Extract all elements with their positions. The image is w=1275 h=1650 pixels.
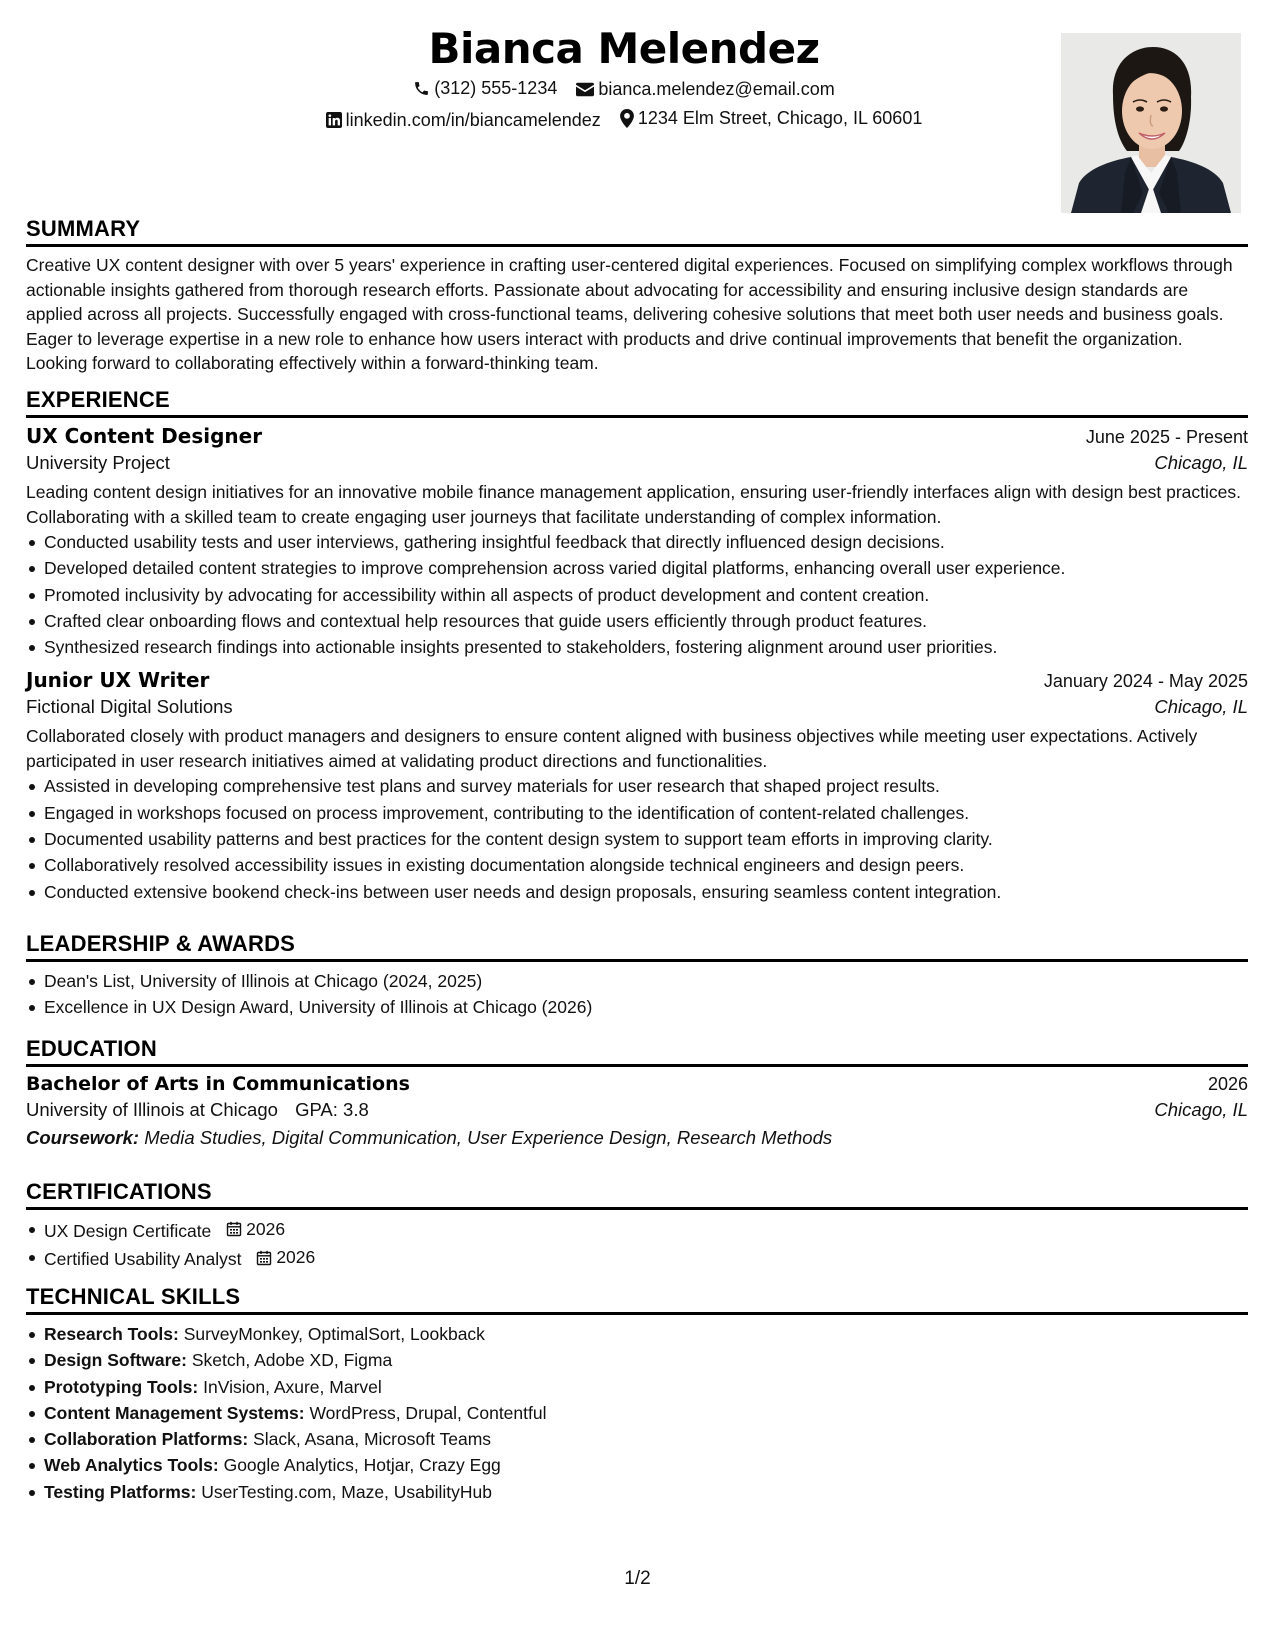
skill-value: Sketch, Adobe XD, Figma: [191, 1350, 393, 1371]
list-item: Dean's List, University of Illinois at Chicago (2024, 2025): [26, 968, 1248, 994]
list-item: Documented usability patterns and best practices for the content design system to support team efforts in improving clarity.: [26, 826, 1248, 852]
list-item: Assisted in developing comprehensive test plans and survey materials for user research that shaped project results.: [26, 773, 1248, 799]
skill-label: Testing Platforms:: [44, 1481, 197, 1502]
coursework-text: Media Studies, Digital Communication, User Experience Design, Research Methods: [144, 1127, 833, 1148]
summary-section: [26, 216, 1248, 376]
email-text[interactable]: bianca.melendez@email.com: [598, 79, 835, 99]
experience-section: [26, 387, 1248, 905]
skills-section: [26, 1284, 1248, 1505]
section-title: EXPERIENCE: [26, 387, 1248, 418]
contact-row-secondary: [26, 108, 1222, 133]
job-entry: [26, 424, 1248, 660]
list-item: [26, 1244, 1248, 1272]
skills-list: [26, 1321, 1248, 1505]
list-item: [26, 1452, 1248, 1478]
contact-address: [620, 108, 923, 129]
phone-text: (312) 555-1234: [434, 78, 558, 98]
job-title: UX Content Designer: [26, 424, 263, 448]
list-item: [26, 1400, 1248, 1426]
list-item: Crafted clear onboarding flows and contextual help resources that guide users efficiently through product features.: [26, 608, 1248, 634]
resume-header: [26, 20, 1222, 220]
list-item: [26, 1321, 1248, 1347]
linkedin-text[interactable]: linkedin.com/in/biancamelendez: [345, 109, 601, 130]
cert-date: [256, 1244, 315, 1270]
job-bullets: [26, 529, 1248, 660]
leadership-section: [26, 931, 1248, 1021]
list-item: Synthesized research findings into actionable insights presented to stakeholders, fostering alignment around user priorities.: [26, 634, 1248, 660]
coursework-label: Coursework:: [26, 1127, 140, 1148]
skill-value: SurveyMonkey, OptimalSort, Lookback: [183, 1324, 485, 1344]
map-pin-icon: [620, 109, 634, 128]
certifications-list: [26, 1216, 1248, 1273]
gpa: GPA: 3.8: [295, 1099, 369, 1120]
cert-date: [226, 1216, 285, 1242]
skill-label: Research Tools:: [44, 1324, 179, 1344]
school-name: University of Illinois at Chicago: [26, 1099, 278, 1120]
profile-photo: [1061, 33, 1241, 213]
list-item: Promoted inclusivity by advocating for accessibility within all aspects of product development and content creation.: [26, 582, 1248, 608]
skill-label: Prototyping Tools:: [44, 1376, 199, 1397]
contact-row-primary: [26, 78, 1222, 102]
candidate-name: Bianca Melendez: [428, 24, 820, 73]
education-section: [26, 1036, 1248, 1149]
coursework: [26, 1127, 1248, 1149]
summary-text: Creative UX content designer with over 5 years' experience in crafting user-centered digital experiences. Focused on simplifying complex workflows through actionable insights gathered from thorough research efforts. Passionate about advocating for accessibility and ensuring inclusive design standards are applied across all projects. Successfully engaged with cross-functional teams, delivering cohesive solutions that meet both user needs and business goals. Eager to leverage expertise in a new role to enhance how users interact with products and drive continual improvements that benefit the organization. Looking forward to collaborating effectively within a forward-thinking team.: [26, 255, 1233, 373]
job-location: Chicago, IL: [1154, 452, 1248, 473]
page-number: 1/2: [624, 1568, 651, 1589]
list-item: Conducted extensive bookend check-ins between user needs and design proposals, ensuring seamless content integration.: [26, 879, 1248, 905]
job-description: Leading content design initiatives for an innovative mobile finance management application, ensuring user-friendly interfaces align with design best practices. Collaborating with a skilled team to create engaging user journeys that facilitate understanding of complex information.: [26, 482, 1242, 527]
job-bullets: [26, 773, 1248, 904]
skill-value: Slack, Asana, Microsoft Teams: [253, 1429, 492, 1450]
job-entry: [26, 668, 1248, 904]
skill-label: Content Management Systems:: [44, 1402, 305, 1423]
list-item: Excellence in UX Design Award, University of Illinois at Chicago (2026): [26, 994, 1248, 1020]
certifications-section: [26, 1179, 1248, 1273]
cert-name: Certified Usability Analyst: [44, 1249, 242, 1270]
phone-icon: [413, 80, 430, 97]
list-item: [26, 1479, 1248, 1505]
list-item: Collaboratively resolved accessibility issues in existing documentation alongside technical engineers and design peers.: [26, 852, 1248, 878]
contact-email[interactable]: [576, 79, 834, 100]
address-text: 1234 Elm Street, Chicago, IL 60601: [637, 108, 923, 128]
job-title: Junior UX Writer: [26, 668, 210, 693]
school-location: Chicago, IL: [1154, 1099, 1248, 1120]
graduation-year: 2026: [1207, 1074, 1248, 1094]
job-org: University Project: [26, 452, 170, 473]
skill-value: InVision, Axure, Marvel: [203, 1376, 382, 1397]
list-item: Engaged in workshops focused on process improvement, contributing to the identification of content-related challenges.: [26, 800, 1248, 826]
contact-linkedin[interactable]: [326, 110, 601, 131]
envelope-icon: [576, 82, 594, 97]
skill-value: UserTesting.com, Maze, UsabilityHub: [201, 1481, 493, 1502]
calendar-icon: [226, 1221, 242, 1237]
list-item: [26, 1374, 1248, 1400]
job-date: June 2025 - Present: [1085, 427, 1248, 447]
school-info: [26, 1099, 369, 1121]
section-title: SUMMARY: [26, 216, 1248, 247]
job-description: Collaborated closely with product managers and designers to ensure content aligned with business objectives while meeting user expectations. Actively participated in user research initiatives aimed at validating product directions and functionalities.: [26, 726, 1198, 771]
skill-label: Design Software:: [44, 1350, 187, 1371]
contact-phone: [413, 78, 557, 99]
list-item: Conducted usability tests and user interviews, gathering insightful feedback that directly influenced design decisions.: [26, 529, 1248, 555]
skill-value: Google Analytics, Hotjar, Crazy Egg: [223, 1455, 501, 1476]
list-item: Developed detailed content strategies to improve comprehension across varied digital platforms, enhancing overall user experience.: [26, 555, 1248, 581]
skill-value: WordPress, Drupal, Contentful: [309, 1402, 547, 1423]
linkedin-icon: [326, 112, 342, 128]
cert-year: 2026: [246, 1219, 286, 1239]
calendar-icon: [256, 1250, 272, 1266]
list-item: [26, 1216, 1248, 1244]
section-title: CERTIFICATIONS: [26, 1179, 1248, 1210]
skill-label: Web Analytics Tools:: [44, 1455, 219, 1476]
job-date: January 2024 - May 2025: [1043, 671, 1248, 692]
cert-name: UX Design Certificate: [44, 1221, 212, 1242]
cert-year: 2026: [276, 1247, 316, 1268]
list-item: [26, 1347, 1248, 1373]
list-item: [26, 1426, 1248, 1452]
job-org: Fictional Digital Solutions: [26, 696, 233, 718]
section-title: EDUCATION: [26, 1036, 1248, 1067]
awards-list: [26, 968, 1248, 1021]
section-title: TECHNICAL SKILLS: [26, 1284, 1248, 1315]
skill-label: Collaboration Platforms:: [44, 1429, 249, 1450]
job-location: Chicago, IL: [1154, 696, 1248, 718]
degree-title: Bachelor of Arts in Communications: [26, 1073, 410, 1095]
section-title: LEADERSHIP & AWARDS: [26, 931, 1248, 962]
